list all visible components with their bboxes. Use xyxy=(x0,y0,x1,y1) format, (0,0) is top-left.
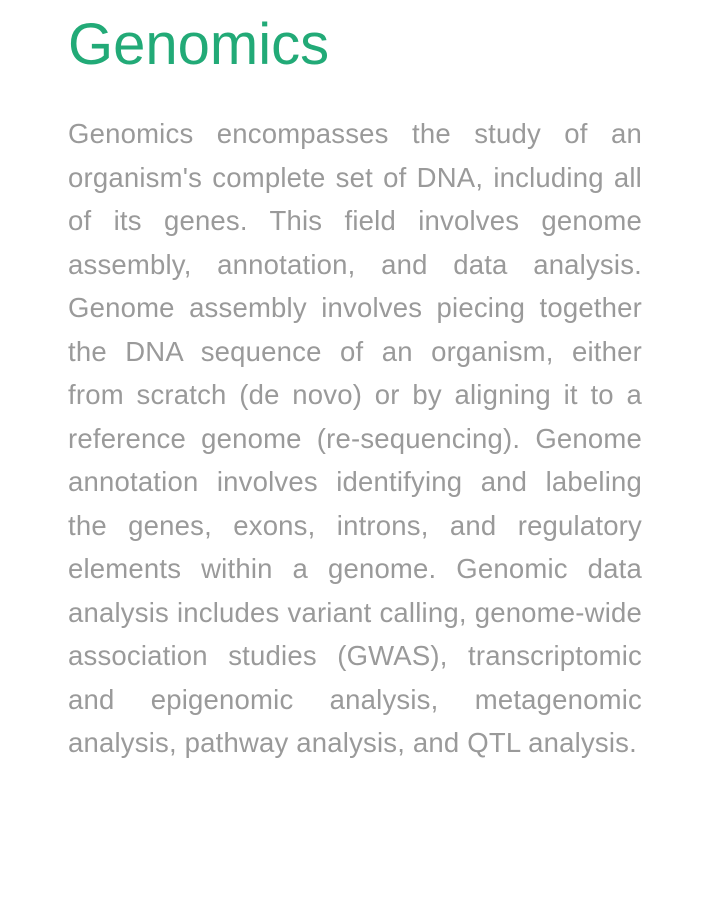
section-title: Genomics xyxy=(68,12,330,77)
content-section xyxy=(68,12,642,765)
section-body-text: Genomics encompasses the study of an organism's complete set of DNA, including all of its genes. This field involves genome assembly, annotation, and data analysis. Genome assembly involves piecing together the DNA sequence of an organism, either from scratch (de novo) or by aligning it to a reference genome (re-sequencing). Genome annotation involves identifying and labeling the genes, exons, introns, and regulatory elements within a genome. Genomic data analysis includes variant calling, genome-wide association studies (GWAS), transcriptomic and epigenomic analysis, metagenomic analysis, pathway analysis, and QTL analysis. xyxy=(68,118,642,758)
